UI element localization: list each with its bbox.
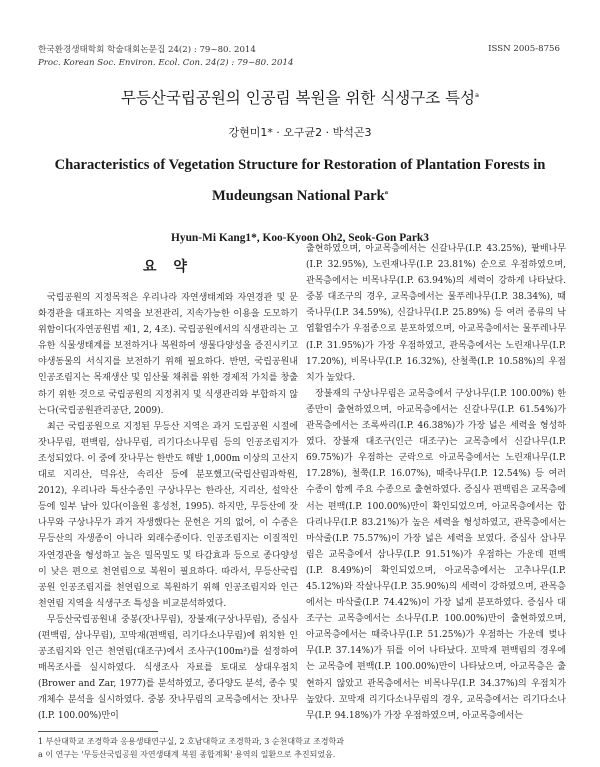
abstract-heading: 요 약 <box>143 259 193 275</box>
body-paragraph: 국립공원의 지정목적은 우리나라 자연생태계와 자연경관 및 문화경관을 대표하는 지역을 보전관리, 지속가능한 이용을 도모하기 위함이다(자연공원법 제1, 2, 4조). 국립공원에서의 식생관리는 고유한 식물생태계를 보전하거나 복원하여 생물다양성을 증진시키고 야생동물의 서식지를 보전하기 위해 필요하다. 반면, 국립공원내 인공조림지는 목재생산 및 임산물 채취를 위한 경제적 가치를 창출하기 위한 것으로 국립공원의 지정취지 및 식생관리와 부합하지 않는다(국립공원관리공단, 2009). <box>38 293 298 416</box>
left-column <box>38 290 298 722</box>
right-column <box>306 241 566 723</box>
footnote-affiliations: 1 부산대학교 조경학과 응용생태연구실, 2 호남대학교 조경학과, 3 순천대학교 조경학과 <box>38 737 344 746</box>
journal-citation-kr: 한국환경생태학회 학술대회논문집 24(2) : 79~80. 2014 <box>38 45 256 55</box>
body-paragraph: 출현하였으며, 아교목층에서는 신갈나무(I.P. 43.25%), 팥배나무(I.P. 32.95%), 노린재나무(I.P. 23.81%) 순으로 우점하였으며, 관목층에서는 비목나무(I.P. 63.94%)의 세력이 강하게 나타났다. 중봉 대조구의 경우, 교목층에서는 물푸레나무(I.P. 38.34%), 때죽나무(I.P. 34.59%), 신갈나무(I.P. 25.89%) 등 여러 종류의 낙엽활엽수가 우점종으로 분포하였으며, 아교목층에서는 물푸레나무(I.P. 31.95%)가 가장 우점하였고, 관목층에서는 노린재나무(I.P. 17.20%), 비목나무(I.P. 16.32%), 산철쭉(I.P. 10.58%)의 우점치가 높았다. <box>306 244 566 383</box>
body-paragraph: 무등산국립공원내 중봉(잣나무림), 장불재(구상나무림), 증심사(편백림, 삼나무림), 꼬막재(편백림, 리기다소나무림)에 위치한 인공조림지와 인근 천연림(대조구)에서 조사구(100m²)를 설정하여 매목조사를 실시하였다. 식생조사 자료를 토대로 상대우점치(Brower and Zar, 1977)를 분석하였고, 종다양도 분석, 종수 및 개체수 분석을 실시하였다. 중봉 잣나무림의 교목층에서는 잣나무(I.P. 100.00%)만이 <box>38 614 298 722</box>
title-english-sup: a <box>384 189 388 197</box>
title-korean <box>0 86 600 108</box>
title-korean-sup: a <box>475 90 480 99</box>
issn: ISSN 2005-8756 <box>488 44 560 54</box>
title-english <box>40 150 560 212</box>
title-korean-text: 무등산국립공원의 인공림 복원을 위한 식생구조 특성 <box>120 89 476 107</box>
authors-english: Hyun-Mi Kang1*, Koo-Kyoon Oh2, Seok-Gon Park3 <box>171 232 429 244</box>
footnote-divider <box>38 731 158 732</box>
journal-citation-en: Proc. Korean Soc. Environ. Ecol. Con. 24(2) : 79~80. 2014 <box>38 58 294 68</box>
body-paragraph: 장불재의 구상나무림은 교목층에서 구상나무(I.P. 100.00%) 한 종만이 출현하였으며, 아교목층에서는 신갈나무(I.P. 61.54%)가 관목층에서는 조록싸리(I.P. 46.38%)가 가장 넓은 세력을 형성하였다. 장불재 대조구(인근 대조구)는 교목층에서 신갈나무(I.P. 69.75%)가 우점하는 군락으로 아교목층에서는 노린재나무(I.P. 17.28%), 철쭉(I.P. 16.07%), 때죽나무(I.P. 12.54%) 등 여러 수종이 함께 주요 수종으로 출현하였다. 증심사 편백림은 교목층에서는 편백(I.P. 100.00%)만이 확인되었으며, 아교목층에서는 합다리나무(I.P. 83.21%)가 높은 세력을 형성하였고, 관목층에서는 마삭줄(I.P. 75.57%)이 가장 넓은 세력을 보였다. 증심사 삼나무림은 교목층에서 삼나무(I.P. 91.51%)가 우점하는 가운데 편백(I.P. 8.49%)이 확인되었으며, 아교목층에서는 고추나무(I.P. 45.12%)와 작살나무(I.P. 35.90%)의 세력이 강하였으며, 관목층에서는 마삭줄(I.P. 74.42%)이 가장 넓게 분포하였다. 증심사 대조구는 교목층에서는 소나무(I.P. 100.00%)만이 출현하였으며, 아교목층에서는 때죽나무(I.P. 51.25%)가 우점하는 가운데 벚나무(I.P. 37.14%)가 뒤를 이어 나타났다. 꼬막재 편백림의 경우에는 교목층에 편백(I.P. 100.00%)만이 나타났으며, 아교목층은 출현하지 않았고 관목층에서는 비목나무(I.P. 34.37%)의 우점치가 높았다. 꼬막재 리기다소나무림의 경우, 교목층에서는 리기다소나무(I.P. 94.18%)가 가장 우점하였으며, 아교목층에서는 <box>306 388 566 721</box>
authors-korean: 강현미1* · 오구균2 · 박석곤3 <box>228 126 372 139</box>
title-english-text: Characteristics of Vegetation Structure for Restoration of Plantation Forests in Mudeungsan National Park <box>54 157 546 204</box>
footnotes <box>38 735 344 761</box>
body-paragraph: 최근 국립공원으로 지정된 무등산 지역은 과거 도립공원 시절에 잣나무림, 편백림, 삼나무림, 리기다소나무림 등의 인공조림지가 조성되었다. 이 중에 잣나무는 한반도 해발 1,000m 이상의 고산지대로 지리산, 덕유산, 속리산 등에 분포했고(국립산림과학원, 2012), 우리나라 특산수종인 구상나무는 한라산, 지리산, 설악산 등에 일부 남아 있다(이을원 홍성천, 1995). 하지만, 무등산에 잣나무와 구상나무가 과거 자생했다는 문헌은 거의 없어, 이 수종은 무등산의 자생종이 아니라 외래수종이다. 인공조림지는 이질적인 자연경관을 형성하고 높은 밀목밀도 및 타감효과 등으로 종다양성이 낮은 편으로 천연림으로 복원이 필요하다. 따라서, 무등산국립공원 인공조림지를 천연림으로 복원하기 위해 인공조림지와 인근 천연림 지역을 식생구조 특성을 비교분석하였다. <box>38 421 298 609</box>
footnote-funding: a 이 연구는 '무등산국립공원 자연생태계 복원 종합계획' 용역의 일환으로 추진되었음. <box>38 750 336 759</box>
journal-citation <box>38 44 293 70</box>
